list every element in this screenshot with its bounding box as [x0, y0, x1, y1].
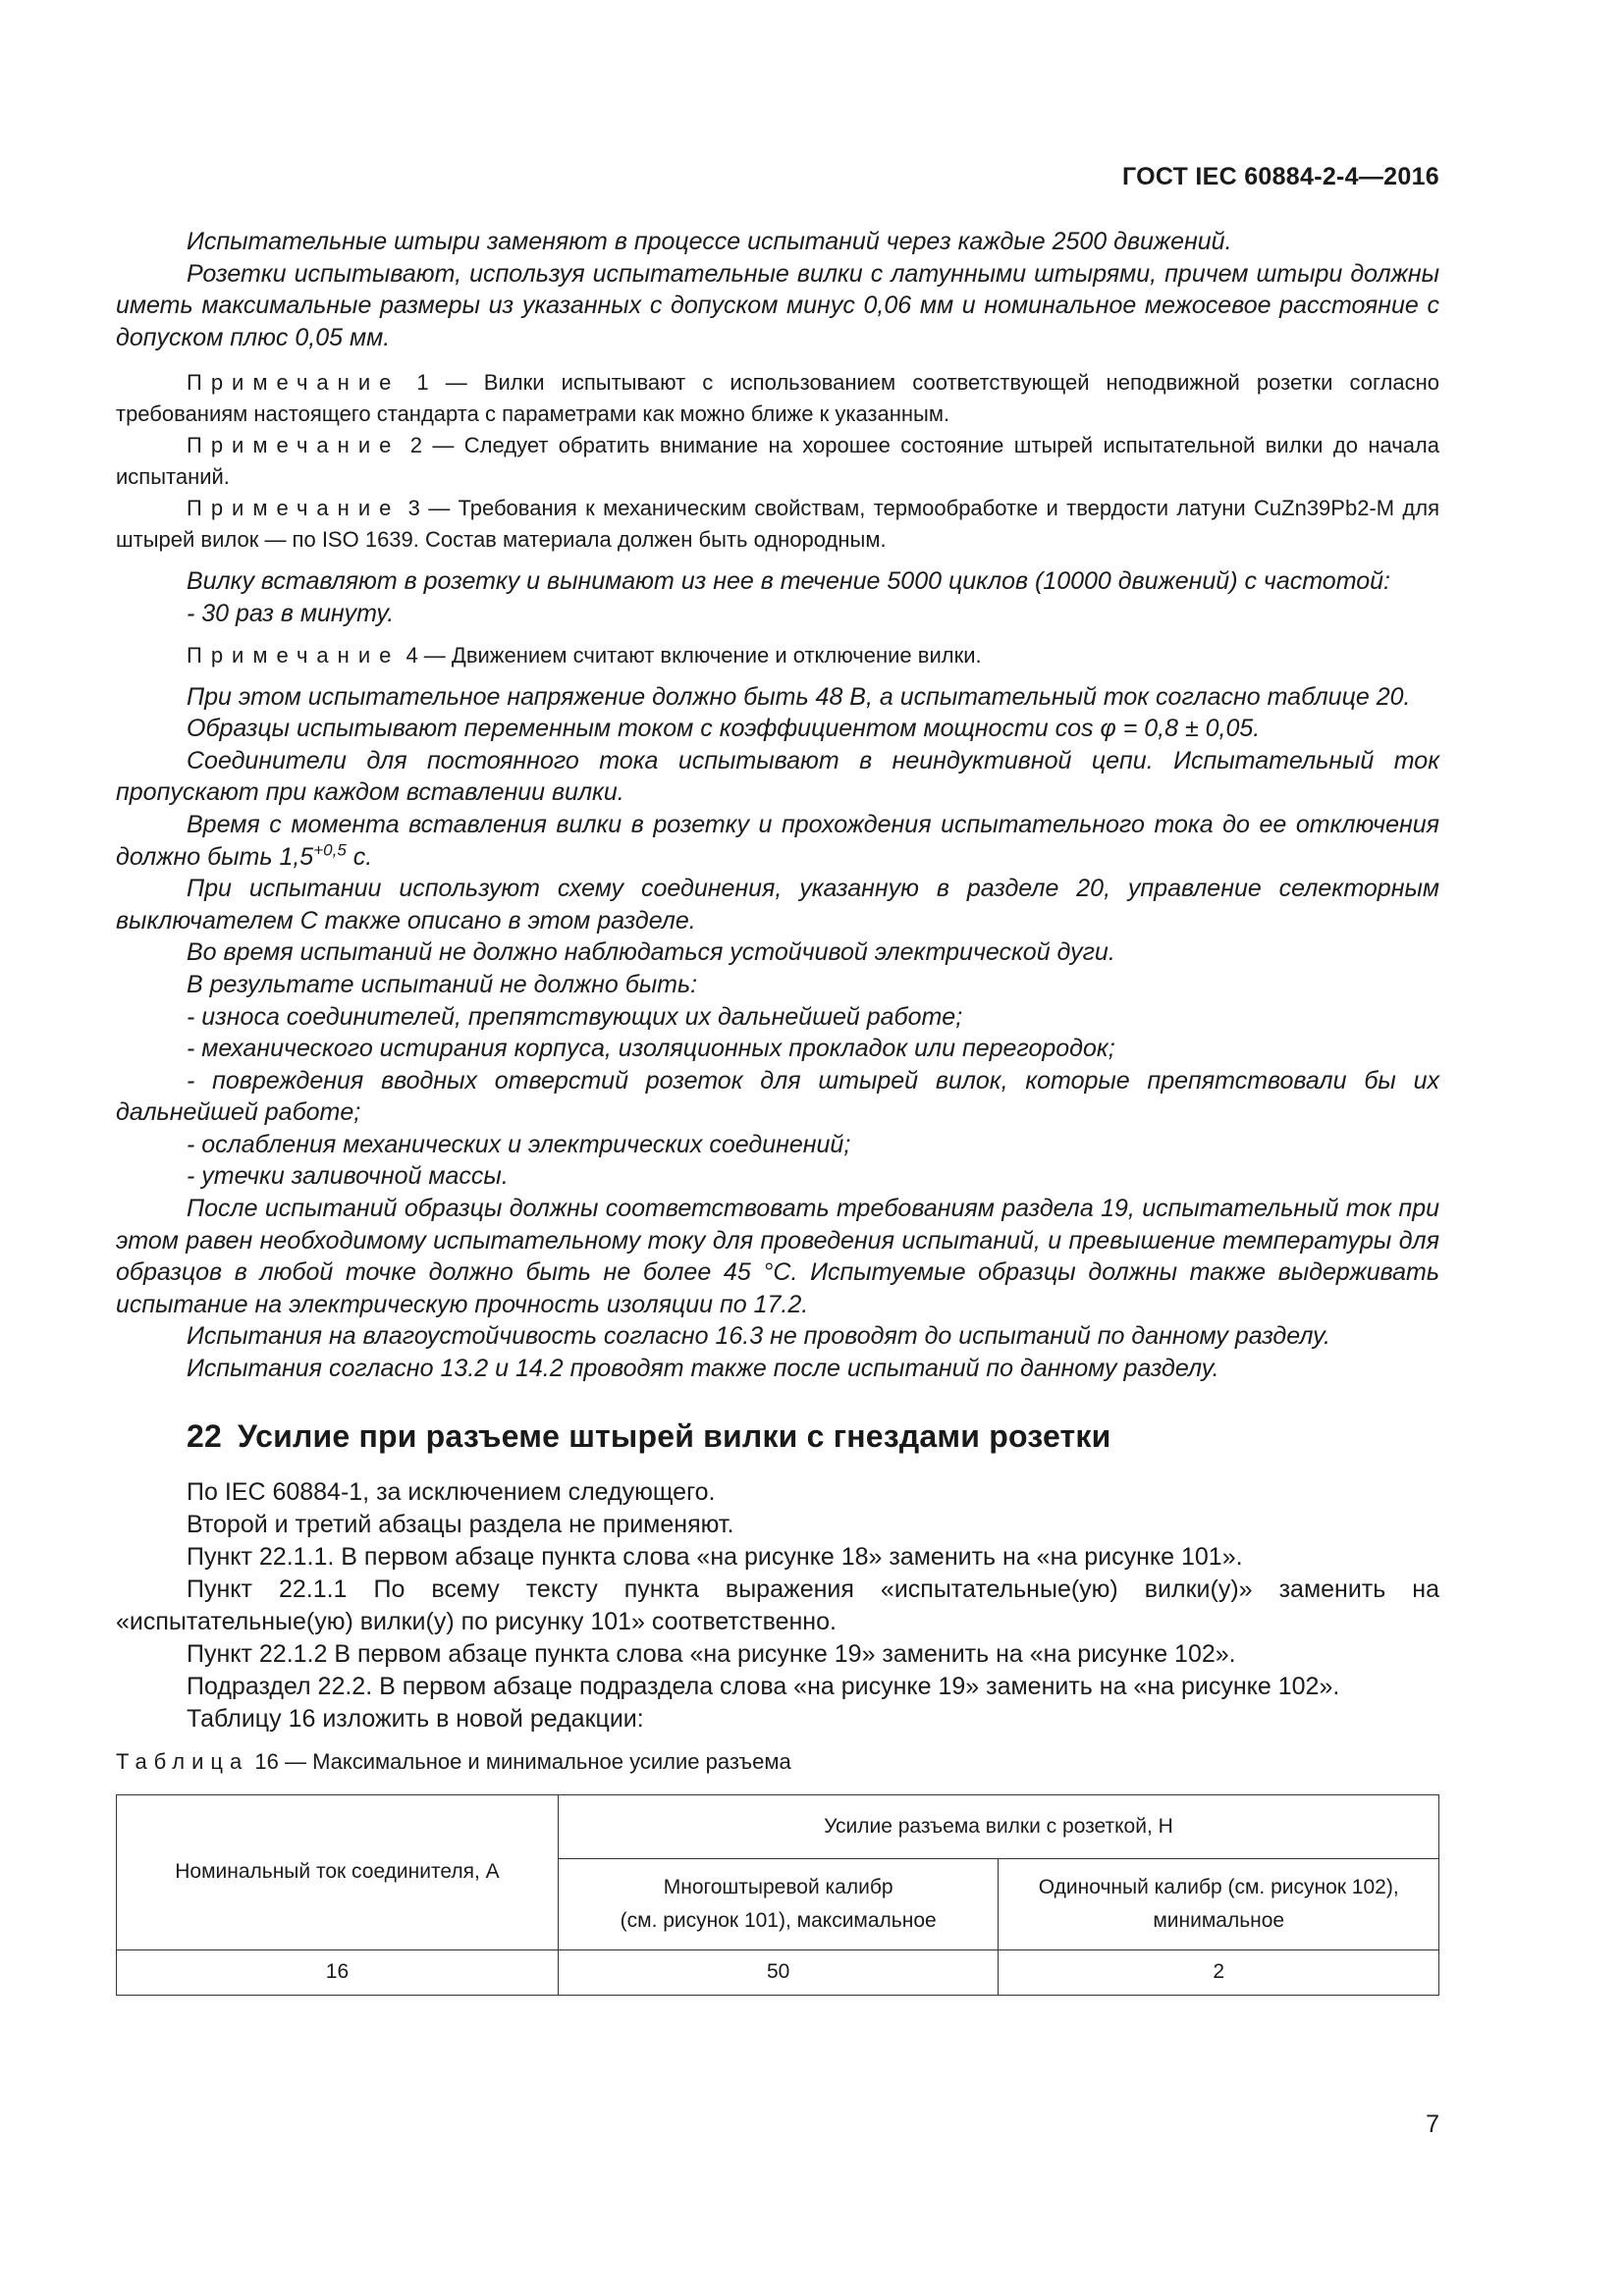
note-1	[116, 367, 1439, 430]
paragraph: Пункт 22.1.2 В первом абзаце пункта слова «на рисунке 19» заменить на «на рисунке 102».	[187, 1639, 1236, 1668]
note-3	[116, 493, 1439, 556]
paragraph: Пункт 22.1.1 По всему тексту пункта выражения «испытательные(ую) вилки(у)» заменить на «испытательные(ую) вилки(у) по рисунку 101» соответственно.	[116, 1575, 1439, 1635]
list-item: - 30 раз в минуту.	[187, 599, 395, 627]
note-text: 1 — Вилки испытывают с использованием соответствующей неподвижной розетки согласно требованиям настоящего стандарта с параметрами как можно ближе к указанным.	[116, 370, 1439, 427]
paragraph: Во время испытаний не должно наблюдаться устойчивой электрической дуги.	[187, 938, 1115, 967]
list-item: - износа соединителей, препятствующих их дальнейшей работе;	[187, 1002, 963, 1031]
section-title: Усилие при разъеме штырей вилки с гнездами розетки	[238, 1417, 1111, 1454]
header-line: Одиночный калибр (см. рисунок 102),	[1038, 1875, 1399, 1898]
header-multipin-gauge	[558, 1858, 999, 1949]
paragraph: В результате испытаний не должно быть:	[187, 970, 698, 998]
list-item: - ослабления механических и электрических соединений;	[187, 1130, 851, 1158]
header-withdrawal-force: Усилие разъема вилки с розеткой, Н	[558, 1794, 1438, 1858]
note-text: 3 — Требования к механическим свойствам, термообработке и твердости латуни CuZn39Pb2-M для штырей вилок — по ISO 1639. Состав материала должен быть однородным.	[116, 496, 1439, 553]
paragraph: Подраздел 22.2. В первом абзаце подраздела слова «на рисунке 19» заменить на «на рисунке 102».	[187, 1672, 1340, 1700]
paragraph: Испытания на влагоустойчивость согласно 16.3 не проводят до испытаний по данному разделу.	[187, 1322, 1330, 1351]
paragraph-time	[116, 809, 1439, 873]
table-header-row	[117, 1794, 1439, 1858]
paragraph: Пункт 22.1.1. В первом абзаце пункта слова «на рисунке 18» заменить на «на рисунке 101».	[187, 1542, 1243, 1571]
time-tolerance: +0,5	[313, 840, 347, 860]
table-caption-label: Таблица	[116, 1748, 249, 1774]
paragraph: Розетки испытывают, используя испытательные вилки с латунными штырями, причем штыри должны иметь максимальные размеры из указанных с допуском минус 0,06 мм и номинальное межосевое расстояние с допуском плюс 0,05 мм.	[116, 259, 1439, 351]
note-text: 2 — Следует обратить внимание на хорошее состояние штырей испытательной вилки до начала испытаний.	[116, 433, 1439, 490]
paragraph: При этом испытательное напряжение должно быть 48 В, а испытательный ток согласно таблице 20.	[187, 682, 1411, 711]
table-cell: 2	[999, 1949, 1439, 1995]
paragraph: Второй и третий абзацы раздела не применяют.	[187, 1510, 734, 1538]
paragraph: Таблицу 16 изложить в новой редакции:	[187, 1704, 644, 1733]
paragraph: Испытания согласно 13.2 и 14.2 проводят также после испытаний по данному разделу.	[187, 1355, 1219, 1383]
section-heading	[187, 1418, 1439, 1455]
header-single-gauge	[999, 1858, 1439, 1949]
time-text: Время с момента вставления вилки в розетку и прохождения испытательного тока до ее отключения должно быть 1,5	[116, 810, 1439, 871]
header-line: (см. рисунок 101), максимальное	[620, 1908, 937, 1932]
note-label: Примечание	[187, 370, 401, 396]
note-4	[116, 640, 1439, 671]
paragraph: Испытательные штыри заменяют в процессе испытаний через каждые 2500 движений.	[187, 228, 1232, 255]
note-label: Примечание	[187, 496, 401, 521]
table-caption-text: 16 — Максимальное и минимальное усилие разъема	[248, 1748, 791, 1774]
table-cell: 50	[558, 1949, 999, 1995]
table-caption	[116, 1749, 1439, 1775]
note-2	[116, 430, 1439, 493]
note-label: Примечание	[187, 433, 401, 458]
paragraph: Соединители для постоянного тока испытывают в неиндуктивной цепи. Испытательный ток пропускают при каждом вставлении вилки.	[116, 746, 1439, 807]
paragraph: Образцы испытывают переменным током с коэффициентом мощности cos φ = 0,8 ± 0,05.	[187, 715, 1261, 743]
document-header: ГОСТ IEC 60884-2-4—2016	[1121, 163, 1439, 190]
paragraph: По IEC 60884-1, за исключением следующего.	[187, 1477, 716, 1506]
list-item: - повреждения вводных отверстий розеток для штырей вилок, которые препятствовали бы их дальнейшей работе;	[116, 1066, 1439, 1127]
header-rated-current: Номинальный ток соединителя, А	[117, 1794, 559, 1949]
header-line: минимальное	[1153, 1908, 1285, 1932]
paragraph: После испытаний образцы должны соответствовать требованиям раздела 19, испытательный ток при этом равен необходимому испытательному току для проведения испытаний, и превышение температуры для образцов в любой точке должно быть не более 45 °С. Испытуемые образцы должны также выдерживать испытание на электрическую прочность изоляции по 17.2.	[116, 1195, 1439, 1318]
document-page	[116, 0, 1439, 2296]
paragraph: При испытании используют схему соединения, указанную в разделе 20, управление селекторным выключателем C также описано в этом разделе.	[116, 875, 1439, 934]
paragraph: Вилку вставляют в розетку и вынимают из нее в течение 5000 циклов (10000 движений) с частотой:	[187, 567, 1391, 596]
page-number: 7	[1426, 2110, 1439, 2138]
list-item: - утечки заливочной массы.	[187, 1162, 509, 1191]
table-16	[116, 1794, 1439, 1996]
list-item: - механического истирания корпуса, изоляционных прокладок или перегородок;	[187, 1035, 1115, 1063]
table-cell: 16	[117, 1949, 559, 1995]
time-unit: с.	[346, 842, 373, 871]
note-label: Примечание	[187, 642, 401, 667]
note-text: 4 — Движением считают включение и отключение вилки.	[400, 642, 982, 667]
header-line: Многоштыревой калибр	[663, 1875, 893, 1898]
table-row	[117, 1949, 1439, 1995]
section-number: 22	[187, 1417, 222, 1454]
page-content	[116, 226, 1439, 1996]
